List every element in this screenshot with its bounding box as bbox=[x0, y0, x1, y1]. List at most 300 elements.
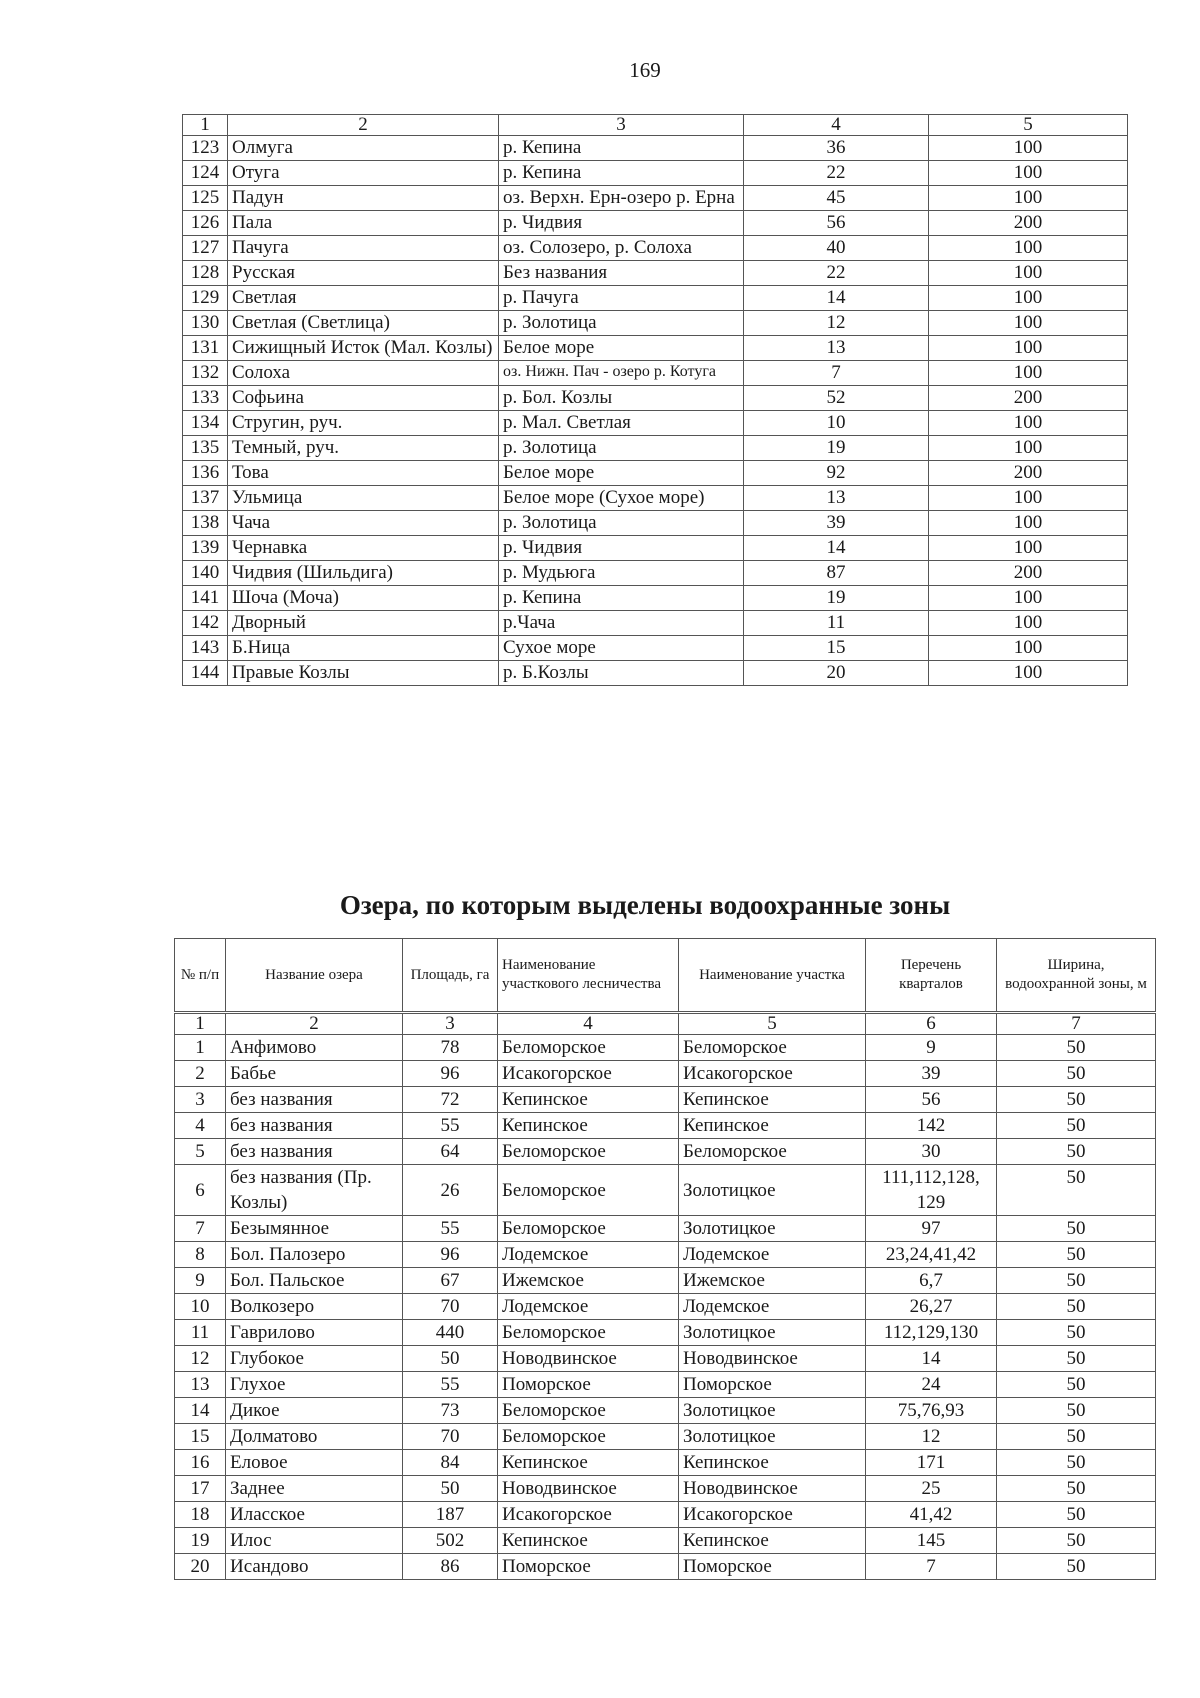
lake-area: 96 bbox=[403, 1061, 498, 1087]
zone-width: 100 bbox=[929, 186, 1128, 211]
river-length: 36 bbox=[744, 136, 929, 161]
river-name: Темный, руч. bbox=[228, 436, 499, 461]
table-row bbox=[183, 536, 1128, 561]
row-number: 125 bbox=[183, 186, 228, 211]
forestry-name: Лодемское bbox=[498, 1294, 679, 1320]
river-mouth: р. Кепина bbox=[499, 586, 744, 611]
table-row bbox=[183, 611, 1128, 636]
section-name: Кепинское bbox=[679, 1113, 866, 1139]
lake-area: 70 bbox=[403, 1294, 498, 1320]
lake-name: Гаврилово bbox=[226, 1320, 403, 1346]
river-name: Пачуга bbox=[228, 236, 499, 261]
lakes-table bbox=[174, 938, 1156, 1580]
lakes-section-title: Озера, по которым выделены водоохранные зоны bbox=[339, 890, 951, 920]
table-row bbox=[183, 136, 1128, 161]
header-width: Ширина, водоохранной зоны, м bbox=[997, 939, 1156, 1013]
row-number: 7 bbox=[175, 1216, 226, 1242]
lakes-header-row bbox=[175, 939, 1156, 1013]
river-mouth: р. Чидвия bbox=[499, 211, 744, 236]
table-row bbox=[175, 1320, 1156, 1346]
zone-width: 100 bbox=[929, 311, 1128, 336]
zone-width: 50 bbox=[997, 1476, 1156, 1502]
row-number: 132 bbox=[183, 361, 228, 386]
river-name: Б.Ница bbox=[228, 636, 499, 661]
table-row bbox=[175, 1113, 1156, 1139]
zone-width: 50 bbox=[997, 1294, 1156, 1320]
zone-width: 100 bbox=[929, 661, 1128, 686]
forestry-name: Лодемское bbox=[498, 1242, 679, 1268]
lake-name: Заднее bbox=[226, 1476, 403, 1502]
table-row bbox=[175, 1346, 1156, 1372]
river-name: Софьина bbox=[228, 386, 499, 411]
forestry-name: Беломорское bbox=[498, 1424, 679, 1450]
section-name: Кепинское bbox=[679, 1450, 866, 1476]
river-mouth: оз. Нижн. Пач - озеро р. Котуга bbox=[499, 361, 744, 386]
row-number: 3 bbox=[175, 1087, 226, 1113]
river-length: 52 bbox=[744, 386, 929, 411]
river-mouth: р. Кепина bbox=[499, 161, 744, 186]
zone-width: 50 bbox=[997, 1554, 1156, 1580]
row-number: 20 bbox=[175, 1554, 226, 1580]
river-name: Правые Козлы bbox=[228, 661, 499, 686]
zone-width: 50 bbox=[997, 1113, 1156, 1139]
river-mouth: р. Б.Козлы bbox=[499, 661, 744, 686]
lake-name: Бабье bbox=[226, 1061, 403, 1087]
row-number: 141 bbox=[183, 586, 228, 611]
lake-name: Бол. Палозеро bbox=[226, 1242, 403, 1268]
lake-area: 67 bbox=[403, 1268, 498, 1294]
zone-width: 100 bbox=[929, 586, 1128, 611]
section-name: Беломорское bbox=[679, 1035, 866, 1061]
table-row bbox=[183, 311, 1128, 336]
quarters-list: 56 bbox=[866, 1087, 997, 1113]
lake-name: Илос bbox=[226, 1528, 403, 1554]
row-number: 17 bbox=[175, 1476, 226, 1502]
table-row bbox=[183, 411, 1128, 436]
table-row bbox=[183, 586, 1128, 611]
forestry-name: Новодвинское bbox=[498, 1476, 679, 1502]
river-length: 15 bbox=[744, 636, 929, 661]
quarters-list: 39 bbox=[866, 1061, 997, 1087]
river-name: Русская bbox=[228, 261, 499, 286]
row-number: 136 bbox=[183, 461, 228, 486]
zone-width: 100 bbox=[929, 161, 1128, 186]
zone-width: 50 bbox=[997, 1242, 1156, 1268]
river-name: Ульмица bbox=[228, 486, 499, 511]
lake-area: 72 bbox=[403, 1087, 498, 1113]
table-row bbox=[175, 1035, 1156, 1061]
river-name: Олмуга bbox=[228, 136, 499, 161]
river-name: Чача bbox=[228, 511, 499, 536]
zone-width: 100 bbox=[929, 236, 1128, 261]
river-mouth: р. Пачуга bbox=[499, 286, 744, 311]
row-number: 11 bbox=[175, 1320, 226, 1346]
zone-width: 50 bbox=[997, 1320, 1156, 1346]
forestry-name: Беломорское bbox=[498, 1398, 679, 1424]
row-number: 131 bbox=[183, 336, 228, 361]
row-number: 13 bbox=[175, 1372, 226, 1398]
row-number: 128 bbox=[183, 261, 228, 286]
section-name: Золотицкое bbox=[679, 1320, 866, 1346]
quarters-list: 14 bbox=[866, 1346, 997, 1372]
table-row bbox=[183, 486, 1128, 511]
river-length: 22 bbox=[744, 161, 929, 186]
lake-area: 64 bbox=[403, 1139, 498, 1165]
river-length: 14 bbox=[744, 286, 929, 311]
river-name: Пала bbox=[228, 211, 499, 236]
header-area: Площадь, га bbox=[403, 939, 498, 1013]
river-mouth: р. Кепина bbox=[499, 136, 744, 161]
section-name: Поморское bbox=[679, 1554, 866, 1580]
river-name: Стругин, руч. bbox=[228, 411, 499, 436]
table-row bbox=[175, 1476, 1156, 1502]
zone-width: 200 bbox=[929, 461, 1128, 486]
section-name: Исакогорское bbox=[679, 1061, 866, 1087]
river-length: 12 bbox=[744, 311, 929, 336]
table-row bbox=[183, 211, 1128, 236]
section-name: Лодемское bbox=[679, 1294, 866, 1320]
zone-width: 100 bbox=[929, 536, 1128, 561]
quarters-list: 26,27 bbox=[866, 1294, 997, 1320]
column-number: 5 bbox=[929, 115, 1128, 136]
lake-area: 86 bbox=[403, 1554, 498, 1580]
row-number: 5 bbox=[175, 1139, 226, 1165]
section-name: Исакогорское bbox=[679, 1502, 866, 1528]
river-mouth: Белое море bbox=[499, 336, 744, 361]
quarters-list: 23,24,41,42 bbox=[866, 1242, 997, 1268]
row-number: 135 bbox=[183, 436, 228, 461]
header-quarters: Перечень кварталов bbox=[866, 939, 997, 1013]
column-number: 4 bbox=[498, 1013, 679, 1035]
forestry-name: Кепинское bbox=[498, 1087, 679, 1113]
river-name: Солоха bbox=[228, 361, 499, 386]
table-row bbox=[183, 461, 1128, 486]
river-mouth: Сухое море bbox=[499, 636, 744, 661]
header-forestry: Наименование участкового лесничества bbox=[498, 939, 679, 1013]
zone-width: 50 bbox=[997, 1165, 1156, 1216]
zone-width: 100 bbox=[929, 361, 1128, 386]
river-name: Светлая (Светлица) bbox=[228, 311, 499, 336]
forestry-name: Кепинское bbox=[498, 1113, 679, 1139]
lake-area: 70 bbox=[403, 1424, 498, 1450]
row-number: 18 bbox=[175, 1502, 226, 1528]
table-row bbox=[183, 261, 1128, 286]
zone-width: 100 bbox=[929, 336, 1128, 361]
lake-name: Глухое bbox=[226, 1372, 403, 1398]
row-number: 15 bbox=[175, 1424, 226, 1450]
zone-width: 50 bbox=[997, 1139, 1156, 1165]
quarters-list: 97 bbox=[866, 1216, 997, 1242]
zone-width: 50 bbox=[997, 1035, 1156, 1061]
forestry-name: Кепинское bbox=[498, 1450, 679, 1476]
zone-width: 200 bbox=[929, 561, 1128, 586]
river-name: Отуга bbox=[228, 161, 499, 186]
table-row bbox=[183, 661, 1128, 686]
rivers-table bbox=[182, 114, 1128, 686]
river-length: 45 bbox=[744, 186, 929, 211]
table-row bbox=[175, 1502, 1156, 1528]
row-number: 138 bbox=[183, 511, 228, 536]
table-row bbox=[175, 1087, 1156, 1113]
table-row bbox=[183, 561, 1128, 586]
zone-width: 100 bbox=[929, 286, 1128, 311]
lake-name: Бол. Пальское bbox=[226, 1268, 403, 1294]
zone-width: 50 bbox=[997, 1346, 1156, 1372]
row-number: 130 bbox=[183, 311, 228, 336]
zone-width: 50 bbox=[997, 1372, 1156, 1398]
lake-area: 73 bbox=[403, 1398, 498, 1424]
river-mouth: р. Золотица bbox=[499, 311, 744, 336]
river-length: 40 bbox=[744, 236, 929, 261]
column-number-row bbox=[175, 1013, 1156, 1035]
forestry-name: Беломорское bbox=[498, 1035, 679, 1061]
zone-width: 50 bbox=[997, 1061, 1156, 1087]
table-row bbox=[183, 161, 1128, 186]
river-length: 11 bbox=[744, 611, 929, 636]
river-mouth: р. Чидвия bbox=[499, 536, 744, 561]
river-name: Дворный bbox=[228, 611, 499, 636]
column-number: 7 bbox=[997, 1013, 1156, 1035]
river-name: Шоча (Моча) bbox=[228, 586, 499, 611]
forestry-name: Ижемское bbox=[498, 1268, 679, 1294]
river-length: 13 bbox=[744, 486, 929, 511]
forestry-name: Исакогорское bbox=[498, 1061, 679, 1087]
row-number: 129 bbox=[183, 286, 228, 311]
column-number: 3 bbox=[403, 1013, 498, 1035]
quarters-list: 6,7 bbox=[866, 1268, 997, 1294]
river-length: 22 bbox=[744, 261, 929, 286]
table-row bbox=[183, 636, 1128, 661]
zone-width: 200 bbox=[929, 386, 1128, 411]
zone-width: 50 bbox=[997, 1216, 1156, 1242]
river-mouth: р. Золотица bbox=[499, 511, 744, 536]
lake-name: Иласское bbox=[226, 1502, 403, 1528]
forestry-name: Исакогорское bbox=[498, 1502, 679, 1528]
column-number-row bbox=[183, 115, 1128, 136]
row-number: 133 bbox=[183, 386, 228, 411]
row-number: 139 bbox=[183, 536, 228, 561]
forestry-name: Беломорское bbox=[498, 1320, 679, 1346]
zone-width: 100 bbox=[929, 436, 1128, 461]
row-number: 14 bbox=[175, 1398, 226, 1424]
quarters-list: 75,76,93 bbox=[866, 1398, 997, 1424]
column-number: 4 bbox=[744, 115, 929, 136]
river-length: 56 bbox=[744, 211, 929, 236]
lake-area: 55 bbox=[403, 1216, 498, 1242]
lake-area: 50 bbox=[403, 1346, 498, 1372]
river-mouth: Белое море bbox=[499, 461, 744, 486]
zone-width: 100 bbox=[929, 136, 1128, 161]
row-number: 16 bbox=[175, 1450, 226, 1476]
zone-width: 50 bbox=[997, 1087, 1156, 1113]
row-number: 123 bbox=[183, 136, 228, 161]
section-name: Кепинское bbox=[679, 1087, 866, 1113]
river-length: 39 bbox=[744, 511, 929, 536]
zone-width: 50 bbox=[997, 1398, 1156, 1424]
table-row bbox=[183, 361, 1128, 386]
lake-area: 187 bbox=[403, 1502, 498, 1528]
quarters-list: 41,42 bbox=[866, 1502, 997, 1528]
river-name: Светлая bbox=[228, 286, 499, 311]
zone-width: 50 bbox=[997, 1528, 1156, 1554]
lake-name: Долматово bbox=[226, 1424, 403, 1450]
section-name: Кепинское bbox=[679, 1528, 866, 1554]
section-name: Золотицкое bbox=[679, 1216, 866, 1242]
row-number: 140 bbox=[183, 561, 228, 586]
forestry-name: Беломорское bbox=[498, 1216, 679, 1242]
zone-width: 200 bbox=[929, 211, 1128, 236]
river-length: 13 bbox=[744, 336, 929, 361]
lake-area: 50 bbox=[403, 1476, 498, 1502]
column-number: 5 bbox=[679, 1013, 866, 1035]
lake-name: без названия bbox=[226, 1139, 403, 1165]
section-name: Золотицкое bbox=[679, 1424, 866, 1450]
forestry-name: Кепинское bbox=[498, 1528, 679, 1554]
column-number: 1 bbox=[183, 115, 228, 136]
section-name: Золотицкое bbox=[679, 1398, 866, 1424]
river-mouth: р. Бол. Козлы bbox=[499, 386, 744, 411]
row-number: 144 bbox=[183, 661, 228, 686]
table-row bbox=[175, 1268, 1156, 1294]
table-row bbox=[183, 386, 1128, 411]
lake-area: 502 bbox=[403, 1528, 498, 1554]
lake-area: 84 bbox=[403, 1450, 498, 1476]
river-length: 92 bbox=[744, 461, 929, 486]
page-number: 169 bbox=[629, 58, 661, 82]
lake-name: Глубокое bbox=[226, 1346, 403, 1372]
river-mouth: р. Мудьюга bbox=[499, 561, 744, 586]
row-number: 124 bbox=[183, 161, 228, 186]
quarters-list: 171 bbox=[866, 1450, 997, 1476]
lake-area: 96 bbox=[403, 1242, 498, 1268]
header-name: Название озера bbox=[226, 939, 403, 1013]
lake-area: 78 bbox=[403, 1035, 498, 1061]
row-number: 137 bbox=[183, 486, 228, 511]
row-number: 143 bbox=[183, 636, 228, 661]
zone-width: 100 bbox=[929, 636, 1128, 661]
forestry-name: Поморское bbox=[498, 1372, 679, 1398]
lake-name: без названия (Пр. Козлы) bbox=[226, 1165, 403, 1216]
zone-width: 50 bbox=[997, 1268, 1156, 1294]
row-number: 142 bbox=[183, 611, 228, 636]
table-row bbox=[175, 1165, 1156, 1216]
table-row bbox=[183, 186, 1128, 211]
section-name: Лодемское bbox=[679, 1242, 866, 1268]
river-mouth: р. Золотица bbox=[499, 436, 744, 461]
lake-name: Дикое bbox=[226, 1398, 403, 1424]
zone-width: 100 bbox=[929, 611, 1128, 636]
river-length: 19 bbox=[744, 586, 929, 611]
table-row bbox=[175, 1424, 1156, 1450]
row-number: 2 bbox=[175, 1061, 226, 1087]
table-row bbox=[175, 1372, 1156, 1398]
lake-area: 440 bbox=[403, 1320, 498, 1346]
section-name: Беломорское bbox=[679, 1139, 866, 1165]
river-length: 20 bbox=[744, 661, 929, 686]
table-row bbox=[175, 1294, 1156, 1320]
lake-name: Еловое bbox=[226, 1450, 403, 1476]
lake-name: Волкозеро bbox=[226, 1294, 403, 1320]
row-number: 6 bbox=[175, 1165, 226, 1216]
zone-width: 100 bbox=[929, 511, 1128, 536]
table-row bbox=[175, 1242, 1156, 1268]
quarters-list: 30 bbox=[866, 1139, 997, 1165]
zone-width: 100 bbox=[929, 486, 1128, 511]
table-row bbox=[183, 436, 1128, 461]
river-length: 10 bbox=[744, 411, 929, 436]
row-number: 126 bbox=[183, 211, 228, 236]
row-number: 1 bbox=[175, 1035, 226, 1061]
forestry-name: Беломорское bbox=[498, 1139, 679, 1165]
row-number: 12 bbox=[175, 1346, 226, 1372]
zone-width: 50 bbox=[997, 1450, 1156, 1476]
lake-name: без названия bbox=[226, 1087, 403, 1113]
forestry-name: Беломорское bbox=[498, 1165, 679, 1216]
river-mouth: оз. Верхн. Ерн-озеро р. Ерна bbox=[499, 186, 744, 211]
quarters-list: 9 bbox=[866, 1035, 997, 1061]
header-section: Наименование участка bbox=[679, 939, 866, 1013]
header-num: № п/п bbox=[175, 939, 226, 1013]
lake-area: 26 bbox=[403, 1165, 498, 1216]
table-row bbox=[175, 1398, 1156, 1424]
zone-width: 100 bbox=[929, 261, 1128, 286]
column-number: 6 bbox=[866, 1013, 997, 1035]
zone-width: 50 bbox=[997, 1502, 1156, 1528]
column-number: 2 bbox=[228, 115, 499, 136]
table-row bbox=[175, 1554, 1156, 1580]
section-name: Ижемское bbox=[679, 1268, 866, 1294]
lake-name: без названия bbox=[226, 1113, 403, 1139]
zone-width: 100 bbox=[929, 411, 1128, 436]
lake-name: Безымянное bbox=[226, 1216, 403, 1242]
section-name: Поморское bbox=[679, 1372, 866, 1398]
river-mouth: р. Мал. Светлая bbox=[499, 411, 744, 436]
river-mouth: р.Чача bbox=[499, 611, 744, 636]
river-name: Чидвия (Шильдига) bbox=[228, 561, 499, 586]
river-length: 14 bbox=[744, 536, 929, 561]
quarters-list: 142 bbox=[866, 1113, 997, 1139]
row-number: 9 bbox=[175, 1268, 226, 1294]
section-name: Золотицкое bbox=[679, 1165, 866, 1216]
table-row bbox=[175, 1139, 1156, 1165]
quarters-list: 7 bbox=[866, 1554, 997, 1580]
row-number: 134 bbox=[183, 411, 228, 436]
quarters-list: 25 bbox=[866, 1476, 997, 1502]
river-mouth: Белое море (Сухое море) bbox=[499, 486, 744, 511]
table-row bbox=[183, 336, 1128, 361]
table-row bbox=[175, 1528, 1156, 1554]
lake-area: 55 bbox=[403, 1113, 498, 1139]
river-length: 87 bbox=[744, 561, 929, 586]
lake-name: Исандово bbox=[226, 1554, 403, 1580]
lake-area: 55 bbox=[403, 1372, 498, 1398]
table-row bbox=[183, 511, 1128, 536]
column-number: 3 bbox=[499, 115, 744, 136]
row-number: 8 bbox=[175, 1242, 226, 1268]
row-number: 19 bbox=[175, 1528, 226, 1554]
zone-width: 50 bbox=[997, 1424, 1156, 1450]
river-length: 19 bbox=[744, 436, 929, 461]
table-row bbox=[183, 236, 1128, 261]
column-number: 2 bbox=[226, 1013, 403, 1035]
river-mouth: Без названия bbox=[499, 261, 744, 286]
forestry-name: Поморское bbox=[498, 1554, 679, 1580]
forestry-name: Новодвинское bbox=[498, 1346, 679, 1372]
river-name: Падун bbox=[228, 186, 499, 211]
quarters-list: 111,112,128, 129 bbox=[866, 1165, 997, 1216]
quarters-list: 24 bbox=[866, 1372, 997, 1398]
river-name: Това bbox=[228, 461, 499, 486]
